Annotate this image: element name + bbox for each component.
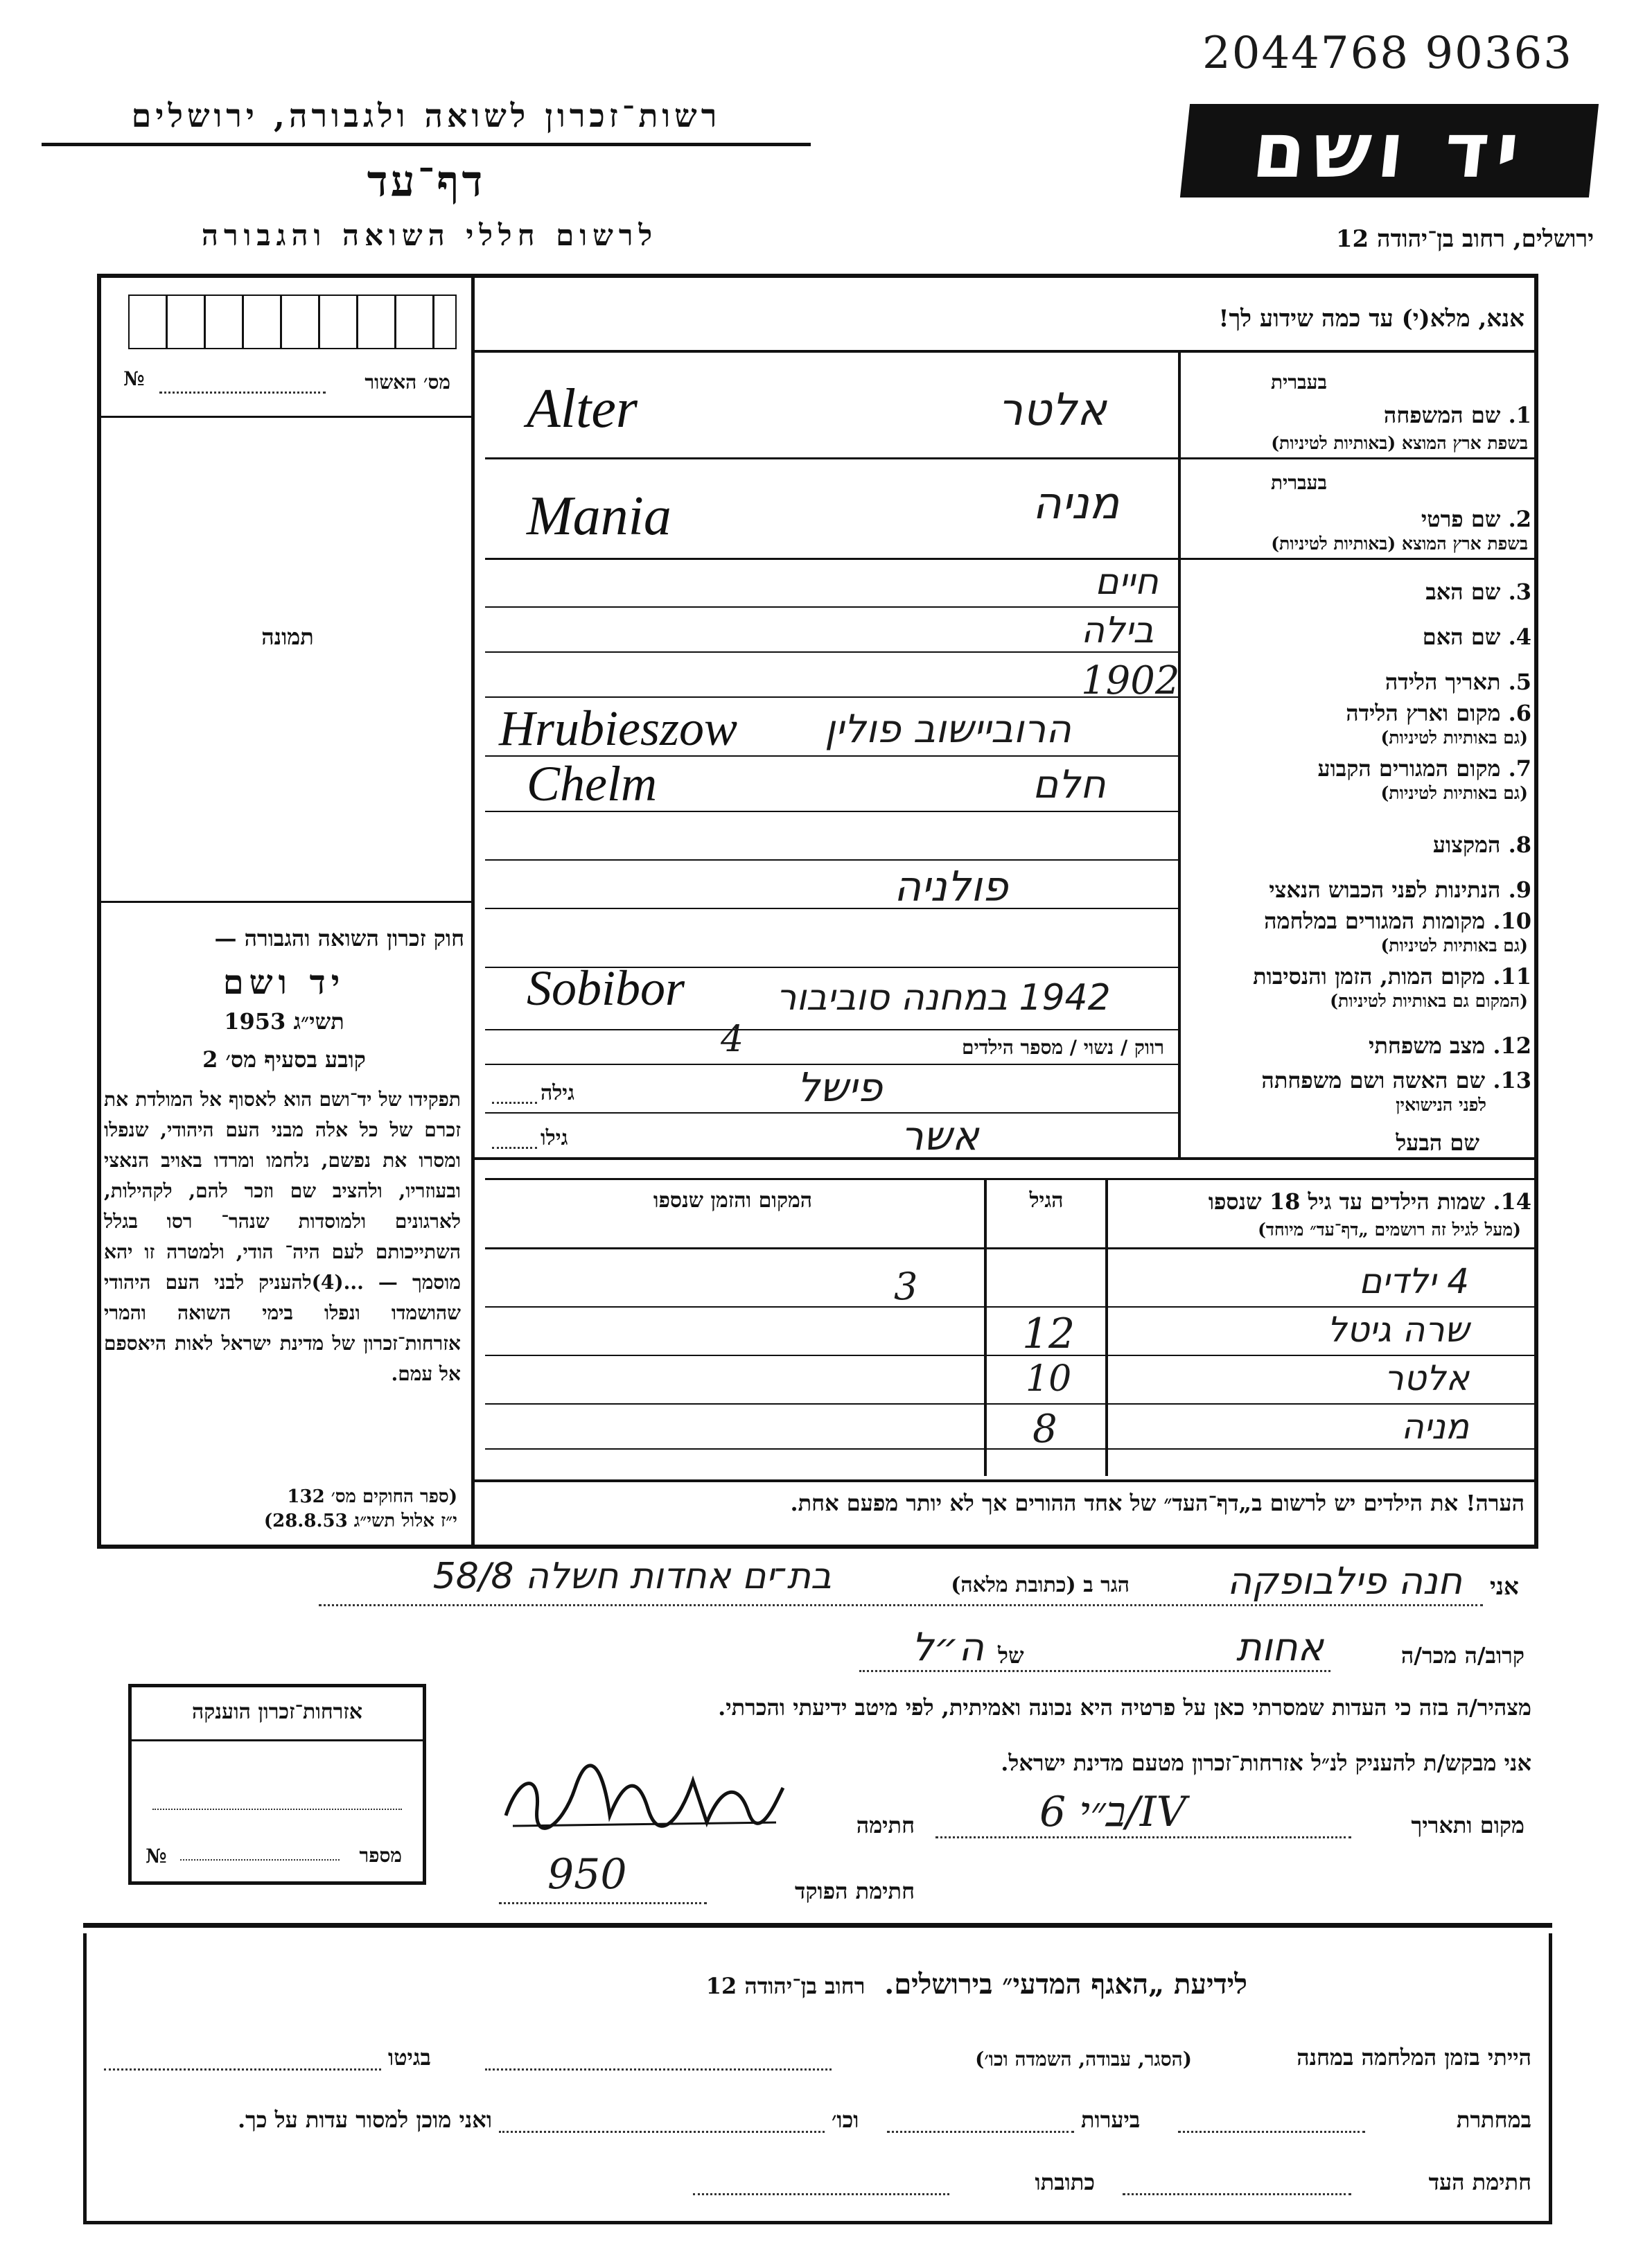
footer-title: לידיעת „האגף המדעי״ בירושלים. רחוב בן־יהודה 12 [705,1968,1247,2001]
law-year: תשי״ג 1953 [224,1008,344,1035]
death-place-hebrew: 1942 במחנה סוביבור [776,977,1111,1019]
child-row-2-age: 12 [1022,1310,1075,1358]
declarant-address: בת־ים אחדות חשלה 58/8 [432,1556,832,1597]
footer-line1-c: בגיטו [388,2044,431,2071]
field-10-sub: (גם באותיות לטיניות) [1380,935,1528,956]
authority-line: רשות־זכרון לשואה ולגבורה, ירושלים [131,97,721,134]
field-13-sub: לפני הנישואין [1396,1095,1486,1115]
death-place-latin: Sobibor [527,960,685,1016]
relation-value: אחות [1236,1625,1324,1670]
law-title: חוק זכרון השואה והגבורה — [214,925,464,951]
relation-label: קרוב/ה מכר/ה [1400,1642,1524,1669]
citizenship-box-title: אזרחות־זכרון הוענקה [191,1700,363,1724]
field-list [1181,350,1535,1157]
husband-age-label: גילו [541,1126,568,1150]
birth-date: 1902 [1081,658,1180,703]
footer-line3-b: כתובתו [1035,2169,1095,2195]
field-11-label: 11. מקום המות, הזמן והנסיבות [1253,963,1531,990]
children-label: 14. שמות הילדים עד גיל 18 שנספו [1208,1188,1531,1215]
law-clause: קובע בסעיף מס׳ 2 [202,1046,366,1073]
child-row-1-name: 4 ילדים [1359,1261,1469,1301]
footer-line1-b: (הסגר, עבודה, השמדה וכו׳) [975,2048,1192,2071]
law-name: יד ושם [222,963,346,1002]
field-4-label: 4. שם האם [1422,624,1531,650]
mother-name: בילה [1081,610,1154,651]
logo-text: יד ושם [1248,106,1531,195]
citizenship-box [128,1684,426,1885]
surname-latin: Alter [527,378,638,439]
field-12-label: 12. מצב משפחתי [1369,1032,1531,1059]
field-13-label: 13. שם האשה ושם משפחתה [1261,1067,1531,1093]
firstname-hebrew: מניה [1032,478,1120,529]
request-text: אני מבקש/ת להעניק לנ״ל אזרחות־זכרון מטעם מדינת ישראל. [1001,1750,1531,1776]
approval-label: מס׳ האשור [364,371,450,394]
footer-line1-a: הייתי בזמן המלחמה במחנה [1297,2044,1531,2071]
declarant-name: חנה פילבופקה [1227,1559,1462,1603]
field-8-label: 8. המקצוע [1432,832,1531,858]
children-note: הערה! את הילדים יש לרשום ב„דף־העד״ של אחד ההורים אך לא יותר מפעם אחת. [790,1490,1524,1516]
child-row-2-name: שרה גיטל [1327,1310,1469,1350]
place-date-value: ב״י 6/IV [1039,1788,1186,1836]
residence-latin: Chelm [527,756,657,811]
instruction: אנא, מלא(י) עד כמה שידוע לך! [1218,305,1524,333]
footer-line2-d: ואני מוכן למסור עדות על כך. [237,2107,492,2133]
father-name: חיים [1095,561,1159,603]
officer-number: 950 [547,1850,627,1899]
children-sub: (מעל לגיל זה רושמים „דף־עד״ מיוחד) [1258,1220,1521,1240]
field-1-sub: בשפת ארץ המוצא (באותיות לטיניות) [1271,433,1528,453]
field-3-label: 3. שם האב [1425,579,1531,605]
field-2-sub: בשפת ארץ המוצא (באותיות לטיניות) [1271,534,1528,554]
photo-label: תמונה [261,624,314,650]
address: ירושלים, רחוב בן־יהודה 12 [1335,225,1594,253]
of-value: ה״ל [911,1625,984,1670]
field-7-label: 7. מקום המגורים הקבוע [1317,755,1531,782]
resides-label: הגר ב (כתובת מלאה) [951,1573,1130,1597]
child-row-4-name: מניה [1401,1407,1469,1447]
surname-hebrew: אלטר [998,385,1107,436]
form-title: דף־עד [367,156,486,206]
marital-options: רווק / נשוי / מספר הילדים [961,1036,1164,1059]
field-10-label: 10. מקומות המגורים במלחמה [1264,908,1531,934]
birthplace-hebrew: הרוביישוב פולין [825,707,1071,752]
footer-line2-b: ביערות [1081,2107,1141,2133]
ticks-strip [128,295,457,349]
declarant-ani: אני [1490,1573,1519,1601]
husband-label: שם הבעל [1396,1130,1479,1156]
husband-name: אשר [901,1112,979,1159]
child-row-4-age: 8 [1032,1407,1057,1452]
field-5-label: 5. תאריך הלידה [1385,669,1531,695]
field-7-sub: (גם באותיות לטיניות) [1380,783,1528,803]
officer-signature-label: חתימת הפוקד [795,1878,915,1904]
footer-line2-c: וכו׳ [832,2107,859,2133]
of-label: של [998,1642,1024,1669]
footer-line2-a: במחתרת [1456,2107,1531,2133]
approval-no: № [123,367,145,390]
declarant-signature [499,1760,790,1843]
children-count: 4 [721,1019,744,1060]
field-1-label: 1. שם המשפחה [1383,402,1531,428]
field-6-label: 6. מקום וארץ הלידה [1346,700,1531,726]
stamp-number: 2044768 90363 [1202,28,1573,79]
law-ref: (ספר החוקים מס׳ 132 [287,1486,457,1507]
wife-age-label: גילה [541,1081,575,1105]
nationality: פולניה [894,863,1008,911]
child-row-3-name: אלטר [1384,1358,1469,1398]
child-row-1-place: 3 [894,1265,918,1308]
signature-label: חתימה [856,1812,915,1838]
residence-hebrew: חלם [1032,762,1106,807]
declaration-text: מצהיר/ה בזה כי העדות שמסרתי כאן על פרטיה היא נכונה ואמיתית, לפי מיטב ידיעתי והכרתי. [718,1694,1531,1721]
citizenship-box-number: מספר [359,1844,402,1867]
field-9-label: 9. הנתינות לפני הכבוש הנאצי [1269,877,1531,903]
firstname-latin: Mania [527,486,671,547]
citizenship-box-no: № [146,1845,167,1867]
field-1-hebrew-tag: בעברית [1270,371,1327,394]
birthplace-latin: Hrubieszow [499,701,738,756]
field-11-sub: (המקום גם באותיות לטיניות) [1330,991,1528,1011]
footer-line3-a: חתימת העד [1428,2169,1531,2195]
law-date: י״ז אלול תשי״ג 28.8.53) [263,1511,457,1531]
wife-maiden-name: פישל [797,1064,883,1111]
law-text: תפקידו של יד־ושם הוא לאסוף אל המולדת את זכרם של כל אלה מבני העם היהודי, שנפלו ומסרו את נפשם, נלחמו ומרדו באויב הנאצי ובעוזריו, ולהציב שם וזכר להם, לקהילות, לארגונים ולמוסדות שנהר־ רסו בגלל השתייכותם לעם היה־ הודי, ולמטרה זו יהא מוסמך — ...(4)להעניק לבני העם היהודי שהושמדו ונפלו בימי השואה והמרי אזרחות־זכרון של מדינת ישראל לאות היאספם אל עמם. [104,1088,461,1385]
place-date-label: מקום ותאריך [1411,1812,1524,1838]
children-col-age: הגיל [1029,1188,1064,1213]
field-6-sub: (גם באותיות לטיניות) [1380,728,1528,748]
field-2-hebrew-tag: בעברית [1270,471,1327,494]
child-row-3-age: 10 [1026,1358,1072,1400]
yad-vashem-logo [1180,104,1599,197]
form-subtitle: לרשום חללי השואה והגבורה [201,218,658,252]
children-col-place: המקום והזמן שנספו [653,1188,813,1213]
field-2-label: 2. שם פרטי [1421,506,1531,532]
